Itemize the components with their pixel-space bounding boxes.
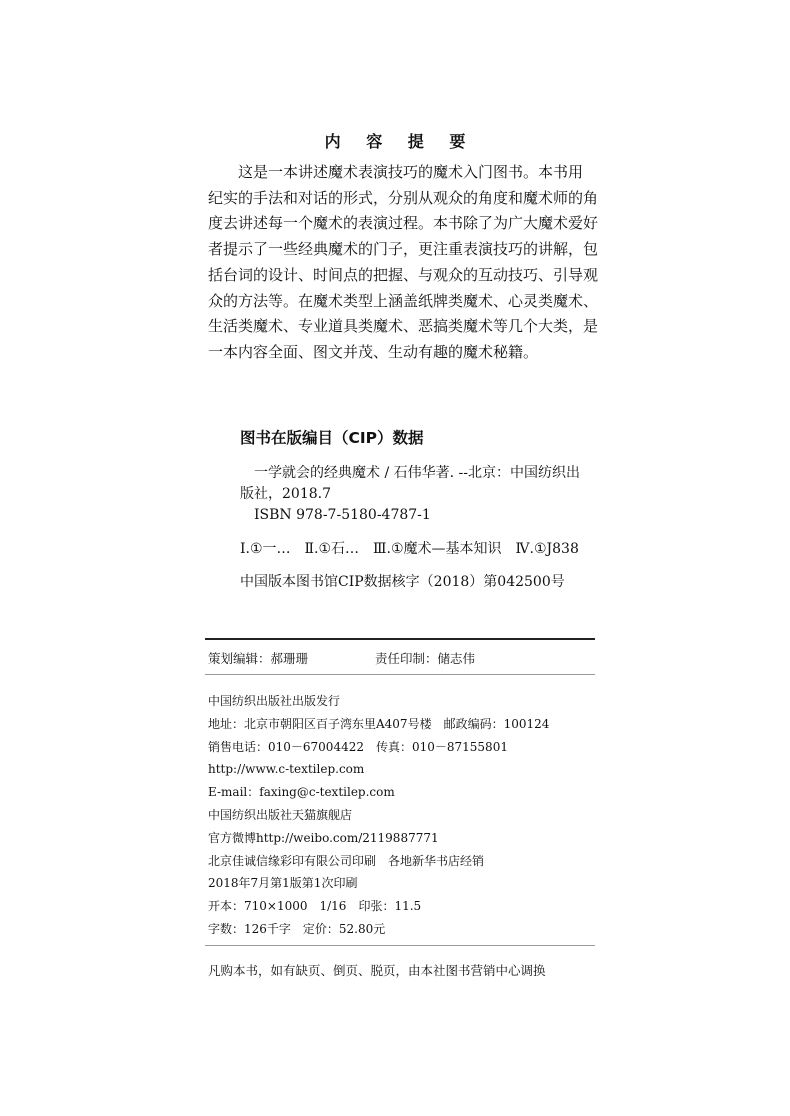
- cip-title-block: [240, 463, 600, 526]
- cip-reference-number: 中国版本图书馆CIP数据核字（2018）第042500号: [240, 574, 565, 590]
- publisher-info: [208, 690, 594, 941]
- weibo-line: 官方微博http://weibo.com/2119887771: [208, 830, 439, 845]
- defect-notice: 凡购本书，如有缺页、倒页、脱页，由本社图书营销中心调换: [208, 963, 546, 978]
- publisher-line: 中国纺织出版社出版发行: [208, 694, 341, 708]
- bottom-divider: [205, 945, 595, 946]
- top-divider: [205, 638, 595, 640]
- address-line: 地址：北京市朝阳区百子湾东里A407号楼 邮政编码：100124: [208, 716, 550, 731]
- summary-line: 一本内容全面、图文并茂、生动有趣的魔术秘籍。: [208, 342, 539, 361]
- summary-body: [208, 160, 599, 366]
- summary-line: 者提示了一些经典魔术的门子，更注重表演技巧的讲解，包: [208, 240, 599, 259]
- store-line: 中国纺织出版社天猫旗舰店: [208, 807, 353, 822]
- cip-title-line: 版社，2018.7: [240, 486, 331, 502]
- price-line: 字数：126千字 定价：52.80元: [208, 921, 386, 936]
- phone-line: 销售电话：010－67004422 传真：010－87155801: [208, 739, 508, 754]
- planning-editor: 策划编辑：郝珊珊: [208, 651, 309, 666]
- summary-line: 度去讲述每一个魔术的表演过程。本书除了为广大魔术爱好: [208, 214, 599, 233]
- cip-isbn-line: ISBN 978-7-5180-4787-1: [240, 507, 431, 523]
- cip-heading: 图书在版编目（CIP）数据: [240, 429, 424, 447]
- summary-line: 众的方法等。在魔术类型上涵盖纸牌类魔术、心灵类魔术、: [208, 291, 599, 310]
- cip-classification: Ⅰ.①一… Ⅱ.①石… Ⅲ.①魔术—基本知识 Ⅳ.①J838: [240, 541, 579, 557]
- summary-line: 生活类魔术、专业道具类魔术、恶搞类魔术等几个大类，是: [208, 317, 599, 336]
- summary-line: 这是一本讲述魔术表演技巧的魔术入门图书。本书用: [208, 163, 584, 181]
- format-line: 开本：710×1000 1/16 印张：11.5: [208, 899, 422, 914]
- website-line: http://www.c-textilep.com: [208, 762, 365, 777]
- cip-title-line: 一学就会的经典魔术 / 石伟华著. --北京：中国纺织出: [240, 465, 580, 481]
- summary-title: 内 容 提 要: [324, 132, 476, 151]
- staff-divider: [205, 674, 595, 675]
- printer-line: 北京佳诚信缘彩印有限公司印刷 各地新华书店经销: [208, 853, 485, 868]
- summary-line: 括台词的设计、时间点的把握、与观众的互动技巧、引导观: [208, 265, 599, 284]
- printing-supervisor: 责任印制：储志伟: [375, 651, 476, 666]
- edition-line: 2018年7月第1版第1次印刷: [208, 876, 358, 891]
- summary-line: 纪实的手法和对话的形式，分别从观众的角度和魔术师的角: [208, 188, 599, 207]
- email-line: E-mail：faxing@c-textilep.com: [208, 785, 395, 800]
